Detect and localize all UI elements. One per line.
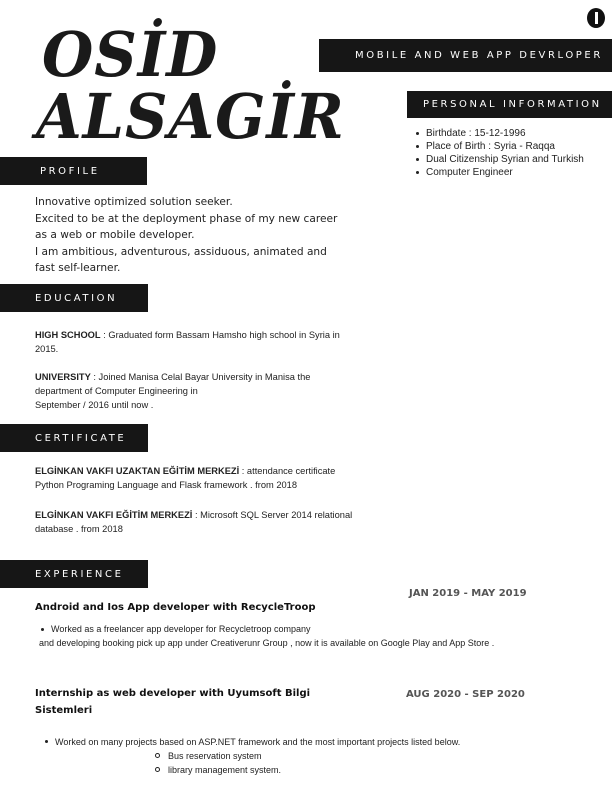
entry-text: department of Computer Engineering in [35, 386, 198, 396]
certificate-entry [35, 508, 352, 536]
list-item: Worked as a freelancer app developer for Recycletroop company [51, 623, 310, 637]
list-item: Bus reservation system [168, 749, 281, 763]
job-description: and developing booking pick up app under Creativerunr Group , now it is available on Google Play and App Store . [39, 638, 495, 648]
list-item: Worked on many projects based on ASP.NET framework and the most important projects listed below. [55, 737, 461, 747]
info-circle-icon [587, 8, 605, 28]
personal-info-list [426, 127, 584, 179]
certificate-entry [35, 464, 335, 492]
entry-label: ELGİNKAN VAKFI EĞİTİM MERKEZİ [35, 510, 193, 520]
profile-line: fast self-learner. [35, 262, 121, 275]
list-item: Dual Citizenship Syrian and Turkish [426, 154, 584, 165]
experience-heading-text: EXPERIENCE [35, 568, 124, 580]
entry-text: : Joined Manisa Celal Bayar University in Manisa the [90, 372, 311, 382]
profile-line: I am ambitious, adventurous, assiduous, animated and [35, 245, 327, 258]
entry-text: September / 2016 until now . [35, 400, 154, 410]
profile-text [35, 194, 337, 277]
entry-label: HIGH SCHOOL [35, 330, 101, 340]
personal-info-heading-text: PERSONAL INFORMATION [423, 99, 602, 110]
first-name: OSİD [42, 18, 219, 91]
entry-text: Python Programing Language and Flask framework . from 2018 [35, 480, 298, 490]
entry-text: 2015. [35, 344, 59, 354]
experience-heading [0, 560, 148, 588]
entry-label: UNIVERSITY [35, 372, 91, 382]
job-bullets [51, 623, 310, 637]
project-list [168, 749, 281, 777]
education-heading-text: EDUCATION [35, 292, 118, 304]
certificate-heading-text: CERTIFICATE [35, 432, 127, 444]
job-title-line: Sistemleri [35, 704, 93, 716]
education-university [35, 370, 310, 412]
profile-line: as a web or mobile developer. [35, 229, 195, 242]
entry-text: database . from 2018 [35, 524, 123, 534]
entry-text: : Graduated form Bassam Hamsho high school in Syria in [100, 330, 340, 340]
entry-text: : attendance certificate [239, 466, 336, 476]
job-title: Android and Ios App developer with RecycleTroop [35, 602, 316, 613]
profile-heading [0, 157, 147, 185]
education-heading [0, 284, 148, 312]
job-bullets [55, 735, 460, 749]
job-date: JAN 2019 - MAY 2019 [409, 588, 527, 599]
profile-heading-text: PROFILE [40, 165, 100, 177]
certificate-heading [0, 424, 148, 452]
list-item: Computer Engineer [426, 166, 584, 179]
list-item: Place of Birth : Syria - Raqqa [426, 140, 584, 153]
job-title-bar [319, 39, 612, 72]
job-title [35, 686, 310, 719]
education-high-school [35, 328, 340, 356]
job-title: MOBILE AND WEB APP DEVRLOPER [355, 50, 603, 61]
last-name: ALSAGİR [36, 80, 345, 153]
list-item: Birthdate : 15-12-1996 [426, 127, 584, 140]
job-title-line: Internship as web developer with Uyumsoft Bilgi [35, 688, 311, 699]
entry-text: : Microsoft SQL Server 2014 relational [192, 510, 353, 520]
entry-label: ELGİNKAN VAKFI UZAKTAN EĞİTİM MERKEZİ [35, 466, 240, 476]
profile-line: Innovative optimized solution seeker. [35, 196, 233, 208]
personal-info-heading [407, 91, 612, 118]
profile-line: Excited to be at the deployment phase of my new career [35, 212, 338, 225]
job-date: AUG 2020 - SEP 2020 [406, 689, 525, 700]
list-item: library management system. [168, 765, 282, 775]
